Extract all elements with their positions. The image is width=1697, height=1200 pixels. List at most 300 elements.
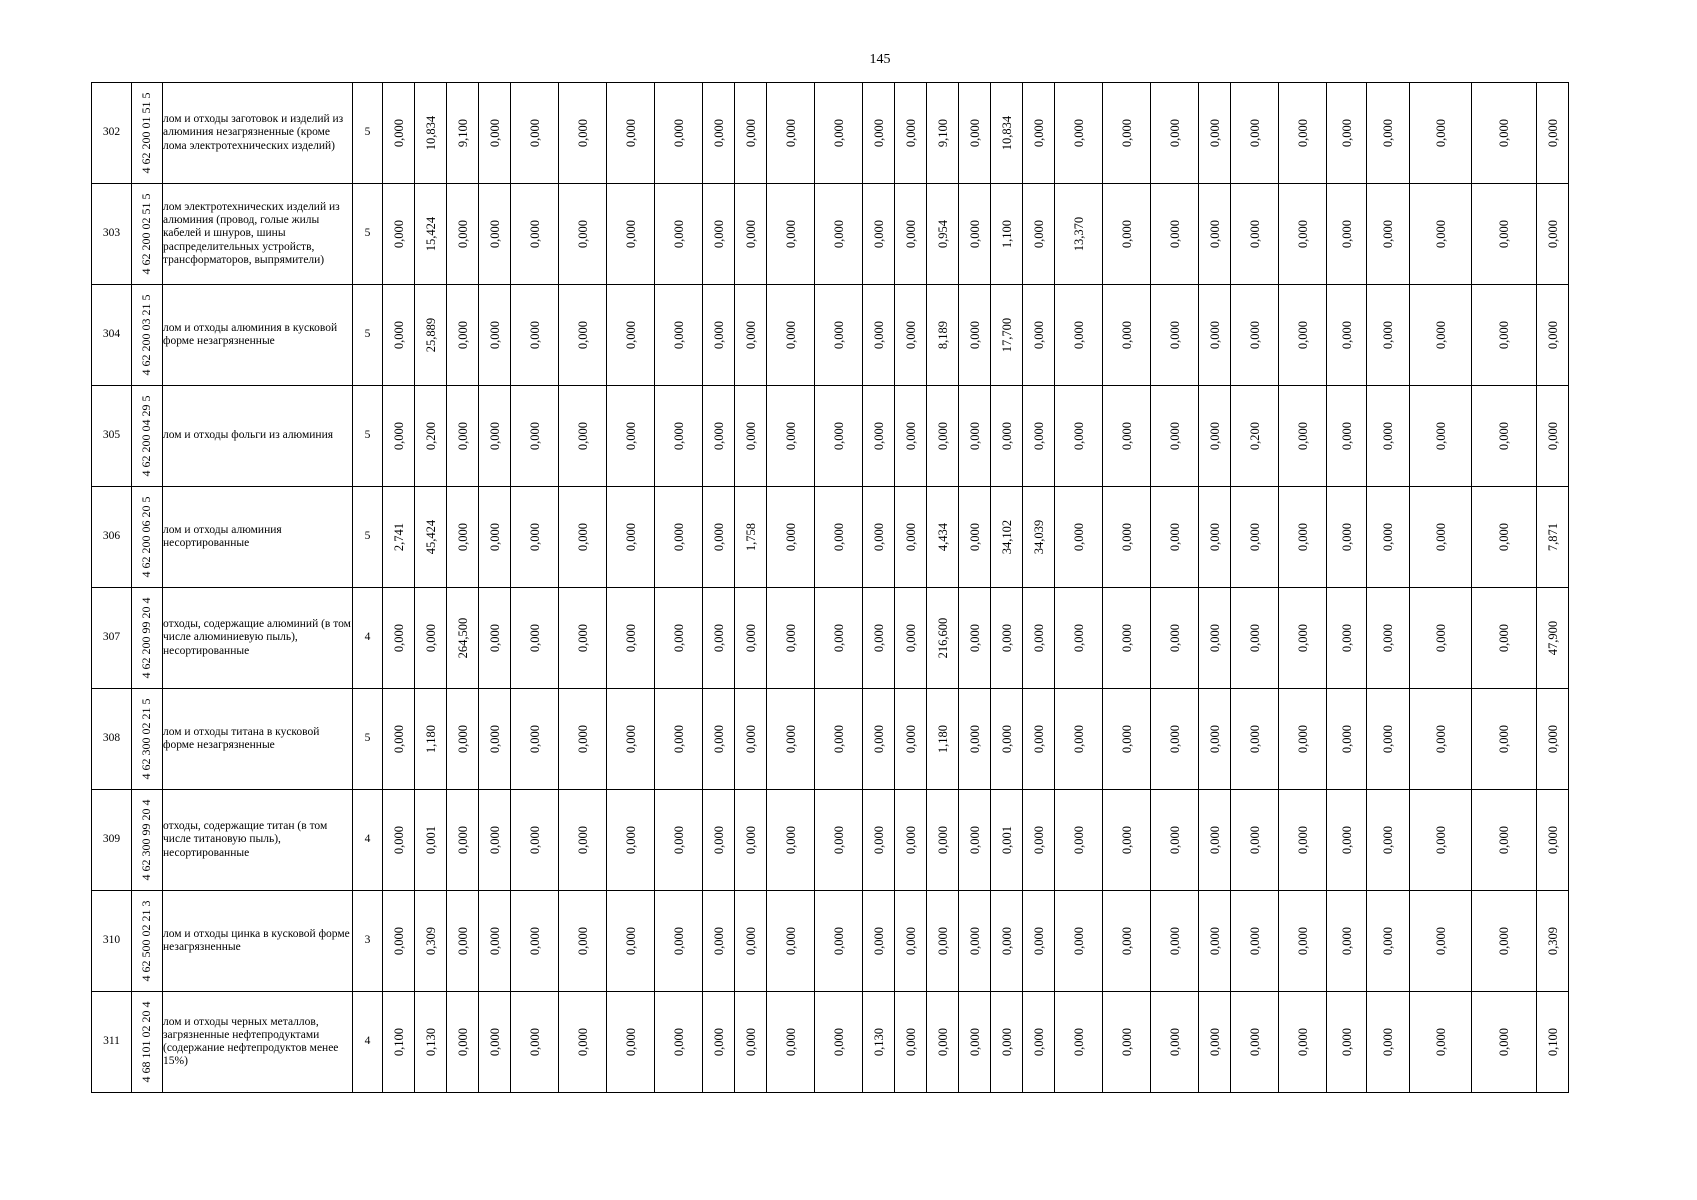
value: 0,000 [1380,724,1395,754]
waste-code-cell [132,891,163,992]
hazard-class-cell: 5 [353,689,383,790]
value-cell [559,992,607,1093]
value: 7,871 [1545,522,1560,552]
value-cell [1537,184,1569,285]
value-cell [1023,588,1055,689]
value-cell [383,891,415,992]
value: 2,741 [391,522,406,552]
value-cell [655,487,703,588]
value: 0,000 [1433,926,1448,956]
value-cell [991,689,1023,790]
value: 0,000 [831,1027,846,1057]
value-cell [1327,386,1367,487]
value-cell [895,588,927,689]
value: 0,000 [1167,320,1182,350]
table-row [92,487,1569,588]
waste-name-cell: лом и отходы алюминия в кусковой форме незагрязненные [163,285,353,386]
value: 0,000 [391,320,406,350]
value: 0,000 [575,118,590,148]
value: 0,000 [1295,623,1310,653]
value-cell [895,992,927,1093]
waste-code-cell [132,588,163,689]
value-cell [511,487,559,588]
value-cell [655,790,703,891]
value-cell [1367,184,1410,285]
value-cell [1537,487,1569,588]
value-cell [991,487,1023,588]
value-cell [863,83,895,184]
value-cell [863,487,895,588]
value: 0,000 [871,421,886,451]
value: 0,000 [711,320,726,350]
value: 264,500 [455,617,470,659]
value-cell [1103,83,1151,184]
value-cell [607,891,655,992]
value: 0,000 [783,926,798,956]
value: 0,000 [487,926,502,956]
value-cell [383,689,415,790]
value: 0,000 [487,118,502,148]
row-number-cell: 302 [92,83,132,184]
waste-name-cell: отходы, содержащие алюминий (в том числе алюминиевую пыль), несортированные [163,588,353,689]
value: 0,000 [1071,1027,1086,1057]
value: 0,000 [1167,421,1182,451]
value: 0,000 [743,320,758,350]
row-number-cell: 309 [92,790,132,891]
value-cell [767,386,815,487]
value: 0,000 [967,825,982,855]
value-cell [655,285,703,386]
hazard-class-cell: 4 [353,790,383,891]
value-cell [1367,992,1410,1093]
value: 0,000 [743,623,758,653]
value: 0,000 [671,522,686,552]
value: 0,000 [1207,825,1222,855]
value: 0,130 [423,1027,438,1057]
value: 0,000 [711,522,726,552]
row-number-cell: 307 [92,588,132,689]
value: 0,000 [575,825,590,855]
value-cell [1367,588,1410,689]
value-cell [927,790,959,891]
value-cell [479,689,511,790]
value-cell [991,184,1023,285]
value-cell [1199,790,1231,891]
value-cell [703,285,735,386]
value-cell [1151,891,1199,992]
value-cell [927,588,959,689]
value: 0,000 [1433,320,1448,350]
value-cell [607,285,655,386]
value: 0,000 [1295,1027,1310,1057]
value: 0,000 [1433,219,1448,249]
value: 0,000 [1167,219,1182,249]
value-cell [1279,689,1327,790]
waste-code-cell [132,689,163,790]
value: 0,000 [967,926,982,956]
value-cell [655,891,703,992]
value: 0,000 [423,623,438,653]
value-cell [1055,83,1103,184]
value: 0,000 [1031,724,1046,754]
value: 0,000 [487,1027,502,1057]
value: 0,000 [1380,219,1395,249]
value-cell [1410,891,1472,992]
hazard-class-cell: 5 [353,83,383,184]
value-cell [1367,83,1410,184]
value: 0,000 [1339,118,1354,148]
value: 0,000 [711,1027,726,1057]
value: 0,000 [1207,320,1222,350]
value: 0,000 [1380,522,1395,552]
value-cell [1327,487,1367,588]
value-cell [959,184,991,285]
value: 9,100 [455,118,470,148]
value-cell [735,386,767,487]
value-cell [815,285,863,386]
value: 0,000 [743,421,758,451]
value-cell [479,83,511,184]
value: 0,200 [423,421,438,451]
value-cell [655,83,703,184]
value-cell [1151,487,1199,588]
value-cell [1231,790,1279,891]
value-cell [1367,790,1410,891]
value-cell [1472,487,1537,588]
value: 0,000 [575,1027,590,1057]
value: 1,100 [999,219,1014,249]
value: 0,000 [783,219,798,249]
value: 0,000 [1295,118,1310,148]
value: 45,424 [423,519,438,555]
value-cell [991,790,1023,891]
value-cell [815,386,863,487]
value: 0,000 [1119,522,1134,552]
value-cell [415,386,447,487]
value: 0,000 [967,1027,982,1057]
value: 0,000 [455,825,470,855]
value: 0,000 [1496,421,1511,451]
value-cell [511,588,559,689]
value-cell [895,184,927,285]
value-cell [1410,83,1472,184]
value-cell [1472,386,1537,487]
value-cell [863,790,895,891]
value: 0,000 [1433,1027,1448,1057]
value: 0,000 [1380,623,1395,653]
value: 0,000 [623,421,638,451]
value-cell [607,386,655,487]
value: 0,001 [423,825,438,855]
value: 0,000 [623,118,638,148]
value: 0,000 [871,320,886,350]
value-cell [1279,487,1327,588]
value: 0,000 [455,421,470,451]
value-cell [479,992,511,1093]
value: 0,000 [831,522,846,552]
value: 0,000 [1119,825,1134,855]
value-cell [383,184,415,285]
value: 0,000 [999,1027,1014,1057]
value-cell [607,83,655,184]
value-cell [1231,689,1279,790]
value: 17,700 [999,317,1014,353]
waste-code-cell [132,487,163,588]
value: 0,000 [1071,825,1086,855]
value: 0,000 [967,724,982,754]
table-row [92,386,1569,487]
value-cell [415,992,447,1093]
value: 0,000 [1247,522,1262,552]
value: 0,000 [903,421,918,451]
value-cell [479,487,511,588]
value-cell [1103,891,1151,992]
value-cell [703,992,735,1093]
value: 0,000 [671,320,686,350]
value: 0,000 [1119,219,1134,249]
table-row [92,891,1569,992]
value-cell [559,83,607,184]
value: 0,000 [711,623,726,653]
value: 0,000 [527,522,542,552]
page-number: 145 [869,52,891,67]
value: 0,000 [1380,1027,1395,1057]
value-cell [1103,790,1151,891]
waste-code-cell [132,992,163,1093]
value-cell [895,790,927,891]
value: 0,000 [1496,724,1511,754]
table-row [92,588,1569,689]
value: 0,000 [1339,825,1354,855]
value-cell [1151,689,1199,790]
value: 0,000 [1119,724,1134,754]
value: 0,000 [831,926,846,956]
value-cell [1327,588,1367,689]
value-cell [1472,790,1537,891]
value-cell [1367,689,1410,790]
hazard-class-cell: 4 [353,588,383,689]
value-cell [479,588,511,689]
waste-name-cell: лом и отходы черных металлов, загрязненные нефтепродуктами (содержание нефтепродуктов менее 15%) [163,992,353,1093]
value-cell [1199,83,1231,184]
value-cell [927,992,959,1093]
value-cell [1279,83,1327,184]
value: 0,000 [1071,522,1086,552]
value-cell [447,386,479,487]
value: 0,000 [391,825,406,855]
value: 0,000 [1247,724,1262,754]
value: 0,000 [1031,320,1046,350]
value-cell [1327,285,1367,386]
value-cell [511,992,559,1093]
value: 0,000 [1031,219,1046,249]
hazard-class-cell: 5 [353,386,383,487]
value: 0,000 [527,320,542,350]
value: 0,000 [903,724,918,754]
value: 0,000 [487,623,502,653]
value: 10,834 [423,115,438,151]
waste-name-cell: лом и отходы цинка в кусковой форме незагрязненные [163,891,353,992]
value-cell [1055,487,1103,588]
value-cell [927,184,959,285]
value: 0,000 [999,926,1014,956]
value-cell [1327,184,1367,285]
value-cell [415,790,447,891]
value: 0,000 [1247,1027,1262,1057]
value: 0,000 [903,1027,918,1057]
value-cell [1055,386,1103,487]
value: 0,000 [743,219,758,249]
value-cell [1151,83,1199,184]
value: 0,000 [1071,118,1086,148]
waste-code: 4 62 200 03 21 5 [139,294,154,376]
waste-table [91,82,1569,1093]
value-cell [863,588,895,689]
value: 0,000 [527,623,542,653]
value-cell [815,689,863,790]
value-cell [1151,285,1199,386]
value: 0,000 [711,118,726,148]
value-cell [1151,790,1199,891]
value-cell [1023,992,1055,1093]
value: 0,000 [871,522,886,552]
value-cell [1199,285,1231,386]
value-cell [1055,891,1103,992]
value-cell [1199,891,1231,992]
value: 0,000 [711,219,726,249]
waste-name-cell: лом и отходы фольги из алюминия [163,386,353,487]
value: 0,000 [391,724,406,754]
value-cell [447,790,479,891]
value: 0,000 [1119,926,1134,956]
value-cell [447,891,479,992]
value: 0,000 [671,421,686,451]
value: 0,000 [903,926,918,956]
value-cell [447,184,479,285]
value-cell [447,588,479,689]
value: 13,370 [1071,216,1086,252]
value: 0,000 [527,825,542,855]
value: 0,000 [783,623,798,653]
value-cell [447,285,479,386]
value: 34,039 [1031,519,1046,555]
value: 0,000 [575,724,590,754]
value: 0,000 [1167,118,1182,148]
value-cell [895,487,927,588]
value-cell [1103,285,1151,386]
value: 0,000 [1496,320,1511,350]
value-cell [927,689,959,790]
value: 0,000 [671,623,686,653]
value: 0,000 [575,926,590,956]
value: 0,000 [1295,320,1310,350]
value: 0,000 [1031,118,1046,148]
value-cell [1231,184,1279,285]
row-number-cell: 306 [92,487,132,588]
value-cell [1023,689,1055,790]
value: 0,000 [1380,320,1395,350]
value: 0,000 [967,522,982,552]
value-cell [863,184,895,285]
waste-name-cell: лом электротехнических изделий из алюминия (провод, голые жилы кабелей и шнуров, шины распределительных устройств, трансформаторов, выпрямители) [163,184,353,285]
value-cell [1151,386,1199,487]
value-cell [703,487,735,588]
value-cell [703,83,735,184]
value: 0,000 [1339,724,1354,754]
table-row [92,285,1569,386]
value: 0,000 [903,825,918,855]
value-cell [1103,386,1151,487]
value-cell [815,790,863,891]
value-cell [959,83,991,184]
value-cell [511,386,559,487]
value: 0,000 [1167,522,1182,552]
value: 0,000 [871,825,886,855]
value-cell [447,992,479,1093]
value-cell [415,891,447,992]
value-cell [655,386,703,487]
value: 0,000 [903,522,918,552]
value: 0,000 [575,522,590,552]
value-cell [1410,285,1472,386]
value-cell [415,487,447,588]
value: 0,000 [527,118,542,148]
value: 0,000 [1119,320,1134,350]
value: 0,000 [623,219,638,249]
value-cell [991,891,1023,992]
value: 0,000 [743,118,758,148]
value: 0,000 [1295,219,1310,249]
waste-name-cell: отходы, содержащие титан (в том числе титановую пыль), несортированные [163,790,353,891]
value-cell [1367,487,1410,588]
value-cell [655,588,703,689]
value: 0,000 [903,219,918,249]
value-cell [1199,992,1231,1093]
value: 0,000 [1071,623,1086,653]
value-cell [607,184,655,285]
value: 0,000 [671,219,686,249]
value: 0,000 [1339,522,1354,552]
value-cell [1023,790,1055,891]
hazard-class-cell: 5 [353,184,383,285]
row-number-cell: 303 [92,184,132,285]
value: 0,000 [711,421,726,451]
value-cell [415,285,447,386]
value-cell [1023,285,1055,386]
value-cell [447,689,479,790]
value: 0,000 [623,320,638,350]
value: 0,000 [831,724,846,754]
value: 0,000 [455,1027,470,1057]
value: 0,000 [1339,1027,1354,1057]
value: 0,309 [1545,926,1560,956]
value: 0,000 [1247,118,1262,148]
value: 0,000 [1496,522,1511,552]
value: 0,000 [391,623,406,653]
value-cell [1023,891,1055,992]
value: 15,424 [423,216,438,252]
hazard-class-cell: 5 [353,487,383,588]
value-cell [1199,386,1231,487]
value-cell [991,83,1023,184]
value: 0,000 [871,724,886,754]
value: 0,000 [623,825,638,855]
value: 0,000 [1545,118,1560,148]
value-cell [735,487,767,588]
value: 0,000 [455,320,470,350]
value-cell [863,992,895,1093]
value-cell [559,790,607,891]
